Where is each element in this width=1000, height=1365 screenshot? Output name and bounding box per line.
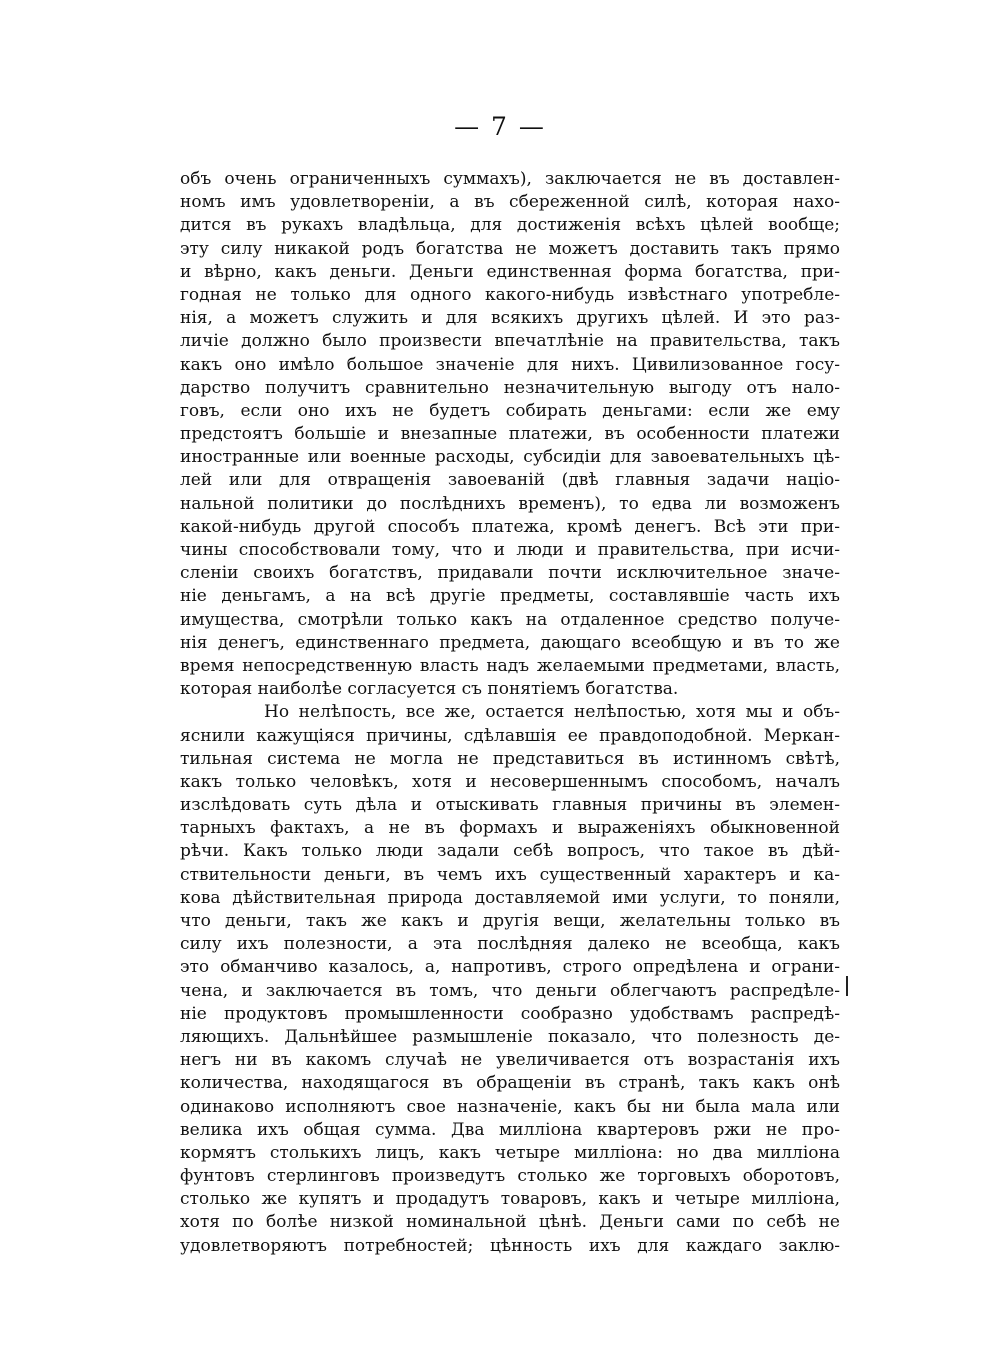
text-line: нія, а можетъ служить и для всякихъ другихъ цѣлей. И это раз- [180, 308, 840, 329]
text-line: чины способствовали тому, что и люди и правительства, при исчи- [180, 540, 840, 560]
text-line: эту силу никакой родъ богатства не можетъ доставить такъ прямо [180, 238, 840, 259]
text-line: велика ихъ общая сумма. Два милліона квартеровъ ржи не про- [180, 1119, 840, 1140]
text-line: яснили кажущіяся причины, сдѣлавшія ее правдоподобной. Меркан- [180, 725, 840, 746]
text-line: столько же купятъ и продадутъ товаровъ, какъ и четыре милліона, [180, 1189, 840, 1210]
text-line: Но нелѣпость, все же, остается нелѣпостью, хотя мы и объ- [264, 702, 840, 723]
text-line: иностранные или военные расходы, субсидіи для завоевательныхъ цѣ- [180, 447, 840, 468]
text-line: дарство получитъ сравнительно незначительную выгоду отъ нало- [180, 377, 840, 398]
text-line: тарныхъ фактахъ, а не въ формахъ и выраженіяхъ обыкновенной [180, 818, 840, 839]
text-line: сленіи своихъ богатствъ, придавали почти исключительное значе- [180, 563, 840, 584]
text-line: годная не только для одного какого-нибудь извѣстнаго употребле- [180, 284, 840, 305]
text-line: негъ ни въ какомъ случаѣ не увеличивается отъ возрастанія ихъ [180, 1050, 840, 1071]
text-line: объ очень ограниченныхъ суммахъ), заключается не въ доставлен- [180, 169, 840, 189]
text-line: ствительности деньги, въ чемъ ихъ существенный характеръ и ка- [180, 864, 840, 885]
text-line: хотя по болѣе низкой номинальной цѣнѣ. Деньги сами по себѣ не [180, 1212, 840, 1233]
text-line: изслѣдовать суть дѣла и отыскивать главныя причины въ элемен- [180, 795, 840, 816]
text-line: тильная система не могла не представиться въ истинномъ свѣтѣ, [180, 748, 840, 769]
text-line: кова дѣйствительная природа доставляемой ими услуги, то поняли, [180, 887, 840, 908]
text-line: предстоятъ большіе и внезапные платежи, въ особенности платежи [180, 424, 840, 445]
text-line: одинаково исполняютъ свое назначеніе, какъ бы ни была мала или [180, 1096, 840, 1117]
text-line: лей или для отвращенія завоеваній (двѣ главныя задачи націо- [180, 470, 840, 491]
text-line: какой-нибудь другой способъ платежа, кромѣ денегъ. Всѣ эти при- [180, 516, 840, 537]
text-line: ніе продуктовъ промышленности сообразно удобствамъ распредѣ- [180, 1003, 840, 1024]
text-line: номъ имъ удовлетворенiи, а въ сбереженной силѣ, которая нахо- [180, 192, 840, 213]
text-line: удовлетворяютъ потребностей; цѣнность ихъ для каждаго заклю- [180, 1235, 840, 1256]
text-line: говъ, если оно ихъ не будетъ собирать деньгами: если же ему [180, 400, 840, 421]
text-line: и вѣрно, какъ деньги. Деньги единственная форма богатства, при- [180, 261, 840, 282]
text-line: количества, находящагося въ обращеніи въ странѣ, такъ какъ онѣ [180, 1073, 840, 1094]
text-line: какъ только человѣкъ, хотя и несовершеннымъ способомъ, началъ [180, 771, 840, 792]
text-line: чена, и заключается въ томъ, что деньги облегчаютъ распредѣле- [180, 980, 840, 1001]
text-line: нія денегъ, единственнаго предмета, дающаго всеобщую и въ то же [180, 632, 840, 653]
text-line: какъ оно имѣло большое значеніе для нихъ. Цивилизованное госу- [180, 354, 840, 375]
text-line: рѣчи. Какъ только люди задали себѣ вопросъ, что такое въ дѣй- [180, 841, 840, 862]
text-line: силу ихъ полезности, а эта послѣдняя далеко не всеобща, какъ [180, 934, 840, 955]
text-line: имущества, смотрѣли только какъ на отдаленное средство получе- [180, 609, 840, 630]
text-line: личіе должно было произвести впечатлѣніе на правительства, такъ [180, 331, 840, 352]
text-line: фунтовъ стерлинговъ произведутъ столько же торговыхъ оборотовъ, [180, 1166, 840, 1187]
text-line: ніе деньгамъ, а на всѣ другіе предметы, составлявшіе часть ихъ [180, 586, 840, 607]
text-line: что деньги, такъ же какъ и другія вещи, желательны только въ [180, 911, 840, 931]
text-line: ляющихъ. Дальнѣйшее размышленіе показало, что полезность де- [180, 1026, 840, 1047]
text-line: время непосредственную власть надъ желаемыми предметами, власть, [180, 655, 840, 676]
margin-mark [846, 976, 848, 996]
text-line: дится въ рукахъ владѣльца, для достиженія всѣхъ цѣлей вообще; [180, 215, 840, 236]
body-text [180, 168, 840, 1258]
text-line: которая наиболѣе согласуется съ понятіемъ богатства. [180, 679, 679, 700]
text-line: кормятъ столькихъ лицъ, какъ четыре милліона: но два милліона [180, 1142, 840, 1163]
text-line: нальной политики до послѣднихъ временъ), то едва ли возможенъ [180, 493, 840, 514]
page-number: — 7 — [454, 112, 546, 141]
text-line: это обманчиво казалось, а, напротивъ, строго опредѣлена и ограни- [180, 957, 840, 978]
